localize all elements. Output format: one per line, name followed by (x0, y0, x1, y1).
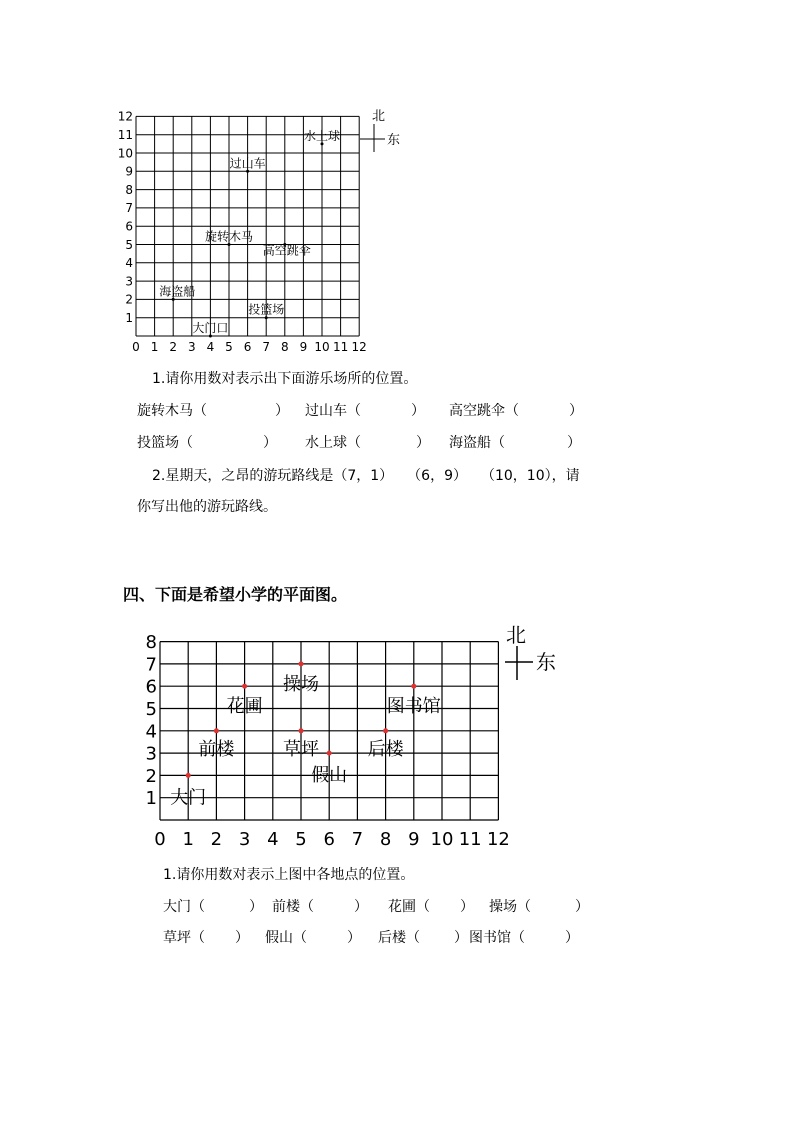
x-tick-label: 12 (486, 829, 510, 850)
x-tick-label: 8 (379, 829, 392, 850)
place-marker-dot (186, 773, 191, 778)
x-tick-label: 6 (323, 829, 335, 850)
y-tick-label: 3 (145, 743, 157, 765)
x-tick-label: 5 (225, 340, 233, 354)
place-label: 后楼 (367, 738, 404, 760)
place-marker-dot (383, 728, 388, 733)
place-label: 大门口 (192, 321, 229, 335)
place-marker-dot (327, 751, 332, 756)
compass-east-label: 东 (536, 650, 556, 674)
x-tick-label: 3 (187, 340, 196, 354)
answer-label: 旋转木马（ (137, 403, 207, 419)
x-tick-label: 7 (262, 340, 271, 354)
answer-row-1c: 花圃（ ） (388, 899, 474, 915)
answer-label: 高空跳伞（ (449, 403, 519, 419)
place-label: 过山车 (229, 156, 266, 171)
answer-row-1d: 操场（ ） (489, 899, 589, 915)
answer-row-1b: 过山车（ ） (305, 403, 425, 419)
answer-row-2d: 图书馆（ ） (469, 930, 579, 946)
place-label: 前楼 (198, 738, 235, 760)
y-tick-label: 6 (125, 219, 133, 234)
place-label: 大门 (170, 787, 207, 809)
question-1-prompt: 1.请你用数对表示出下面游乐场所的位置。 (152, 371, 418, 387)
answer-row-1: 大门（ ） (163, 899, 263, 915)
answer-row-2b: 水上球（ ） (305, 435, 430, 451)
y-tick-label: 8 (145, 632, 157, 654)
answer-row-1c: 高空跳伞（ ） (449, 403, 583, 419)
place-label: 假山 (311, 765, 348, 787)
x-tick-label: 2 (169, 340, 178, 354)
answer-row-2: 草坪（ ） (163, 930, 249, 946)
place-label: 水上球 (303, 128, 341, 143)
place-marker-dot (299, 728, 304, 733)
y-tick-label: 8 (125, 182, 133, 197)
place-label: 海盗船 (159, 284, 196, 299)
x-tick-label: 11 (332, 340, 349, 354)
question-2-prompt-cont: 你写出他的游玩路线。 (137, 499, 277, 515)
place-label: 高空跳伞 (262, 243, 311, 258)
x-tick-label: 6 (243, 340, 252, 354)
x-tick-label: 1 (182, 829, 194, 850)
place-markers (170, 661, 441, 808)
x-tick-label: 3 (238, 829, 251, 850)
compass (505, 623, 556, 680)
x-tick-label: 4 (267, 829, 279, 850)
y-tick-label: 2 (145, 765, 157, 787)
y-tick-label: 1 (145, 788, 157, 810)
place-marker-dot (242, 684, 247, 689)
answer-label: 水上球（ (305, 435, 361, 451)
y-tick-label: 11 (117, 128, 133, 143)
y-tick-label: 9 (125, 164, 133, 179)
y-tick-label: 7 (145, 654, 157, 676)
place-marker-dot (411, 684, 416, 689)
y-tick-label: 5 (145, 698, 157, 720)
x-tick-label: 7 (351, 829, 364, 850)
answer-row-2: 投篮场（ ） (137, 435, 277, 451)
x-tick-label: 10 (314, 340, 330, 354)
y-tick-label: 6 (145, 676, 157, 698)
y-tick-label: 1 (125, 311, 133, 326)
place-label: 操场 (283, 673, 319, 695)
answer-row-1b: 前楼（ ） (272, 899, 368, 915)
x-tick-label: 0 (154, 829, 166, 850)
school-plan-grid (140, 618, 570, 858)
place-marker-dot (214, 728, 219, 733)
question-2-prompt: 2.星期天，之昂的游玩路线是（7，1） （6，9） （10，10），请 (152, 468, 580, 484)
x-tick-label: 10 (430, 829, 454, 850)
question-1-prompt: 1.请你用数对表示上图中各地点的位置。 (163, 867, 415, 883)
place-label: 花圃 (226, 696, 263, 718)
x-tick-label: 12 (351, 340, 367, 354)
x-axis-ticks (154, 829, 510, 850)
y-tick-label: 12 (117, 109, 133, 124)
y-tick-label: 10 (117, 146, 133, 161)
compass (360, 109, 400, 152)
x-tick-label: 8 (280, 340, 289, 354)
y-axis-ticks (146, 632, 157, 809)
x-tick-label: 1 (150, 340, 159, 354)
place-label: 投篮场 (248, 302, 285, 317)
amusement-park-grid (110, 100, 410, 360)
answer-row-2c: 海盗船（ ） (449, 435, 581, 451)
place-label: 图书馆 (386, 696, 441, 718)
x-tick-label: 0 (132, 340, 140, 354)
place-label: 旋转木马 (204, 229, 254, 244)
y-axis-ticks (118, 110, 133, 325)
answer-label: 海盗船（ (449, 435, 505, 451)
y-tick-label: 2 (125, 292, 133, 307)
x-tick-label: 9 (408, 829, 420, 850)
answer-label: 过山车（ (305, 403, 361, 419)
section-title: 四、下面是希望小学的平面图。 (123, 585, 348, 604)
answer-label: 投篮场（ (137, 435, 193, 451)
y-tick-label: 4 (125, 256, 133, 271)
x-tick-label: 5 (295, 829, 307, 850)
answer-row-2b: 假山（ ） (265, 930, 361, 946)
x-axis-ticks (132, 340, 367, 354)
place-label: 草坪 (283, 738, 319, 760)
grid-lines (160, 642, 498, 820)
y-tick-label: 3 (125, 274, 133, 289)
y-tick-label: 5 (125, 237, 133, 252)
x-tick-label: 11 (458, 829, 482, 850)
answer-row-2c: 后楼（ ） (378, 930, 468, 946)
x-tick-label: 4 (206, 340, 215, 354)
y-tick-label: 7 (125, 201, 133, 216)
compass-north-label: 北 (506, 623, 526, 647)
place-marker-dot (299, 661, 304, 666)
x-tick-label: 2 (210, 829, 223, 850)
place-markers (159, 128, 340, 338)
y-tick-label: 4 (145, 721, 157, 743)
x-tick-label: 9 (299, 340, 308, 354)
compass-north-label: 北 (372, 109, 386, 124)
compass-east-label: 东 (387, 133, 401, 148)
answer-row-1: 旋转木马（ ） (137, 403, 289, 419)
